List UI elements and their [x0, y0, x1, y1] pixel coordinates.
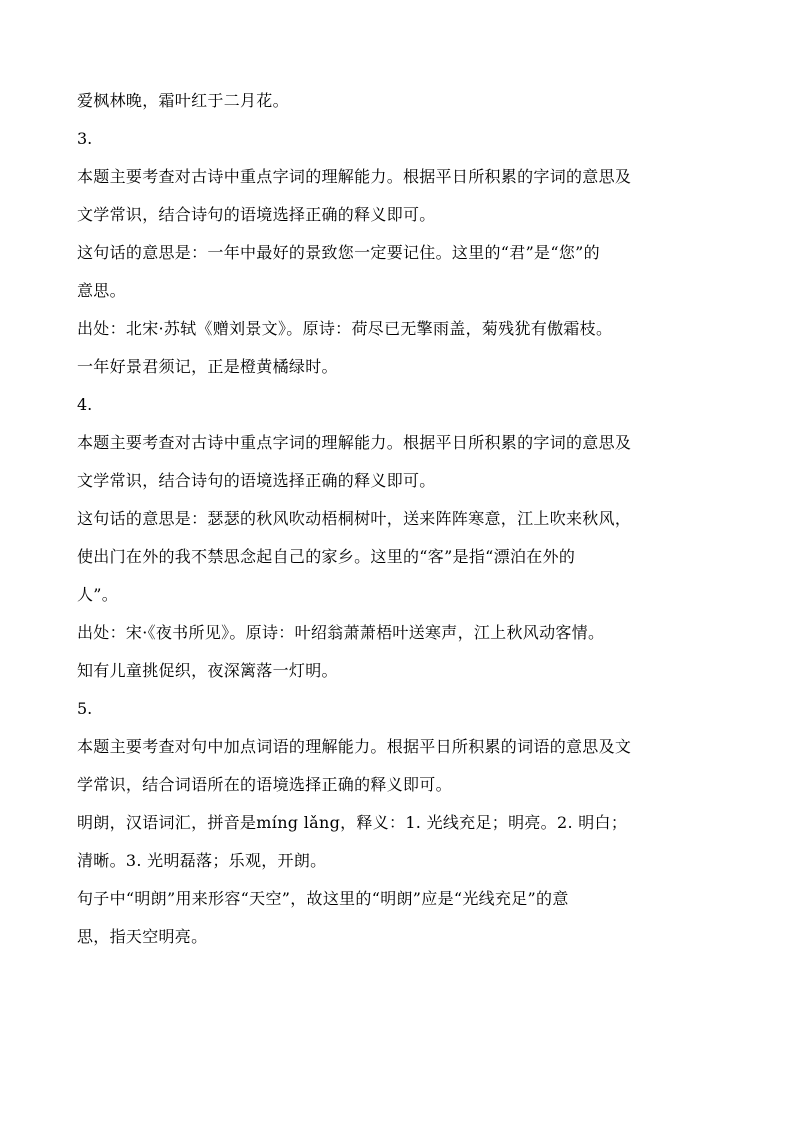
question-number-3: 3. — [77, 129, 93, 148]
text-line-18: 本题主要考查对句中加点词语的理解能力。根据平日所积累的词语的意思及文 — [77, 737, 632, 756]
question-number-4: 4. — [77, 395, 93, 414]
text-line-16: 知有儿童挑促织，夜深篱落一灯明。 — [77, 661, 338, 680]
text-line-23: 思，指天空明亮。 — [77, 927, 208, 946]
text-line-11: 文学常识，结合诗句的语境选择正确的释义即可。 — [77, 471, 436, 490]
text-line-20: 明朗，汉语词汇，拼音是míng lǎng，释义：1. 光线充足；明亮。2. 明白； — [77, 813, 628, 832]
text-line-7: 出处：北宋·苏轼《赠刘景文》。原诗：荷尽已无擎雨盖，菊残犹有傲霜枝。 — [77, 319, 613, 338]
text-line-15: 出处：宋·《夜书所见》。原诗：叶绍翁萧萧梧叶送寒声，江上秋风动客情。 — [77, 623, 605, 642]
text-line-8: 一年好景君须记，正是橙黄橘绿时。 — [77, 357, 338, 376]
text-line-5: 这句话的意思是：一年中最好的景致您一定要记住。这里的“君”是“您”的 — [77, 243, 600, 262]
text-line-1: 爱枫林晚，霜叶红于二月花。 — [77, 91, 289, 110]
text-line-19: 学常识，结合词语所在的语境选择正确的释义即可。 — [77, 775, 452, 794]
text-line-4: 文学常识，结合诗句的语境选择正确的释义即可。 — [77, 205, 436, 224]
question-number-5: 5. — [77, 699, 93, 718]
text-line-12: 这句话的意思是：瑟瑟的秋风吹动梧桐树叶，送来阵阵寒意，江上吹来秋风， — [77, 509, 632, 528]
text-line-3: 本题主要考查对古诗中重点字词的理解能力。根据平日所积累的字词的意思及 — [77, 167, 632, 186]
text-line-13: 使出门在外的我不禁思念起自己的家乡。这里的“客”是指“漂泊在外的 — [77, 547, 576, 566]
text-line-10: 本题主要考查对古诗中重点字词的理解能力。根据平日所积累的字词的意思及 — [77, 433, 632, 452]
text-line-14: 人”。 — [77, 585, 119, 604]
text-line-21: 清晰。3. 光明磊落；乐观，开朗。 — [77, 851, 327, 870]
text-line-22: 句子中“明朗”用来形容“天空”，故这里的“明朗”应是“光线充足”的意 — [77, 889, 569, 908]
text-line-6: 意思。 — [77, 281, 126, 300]
